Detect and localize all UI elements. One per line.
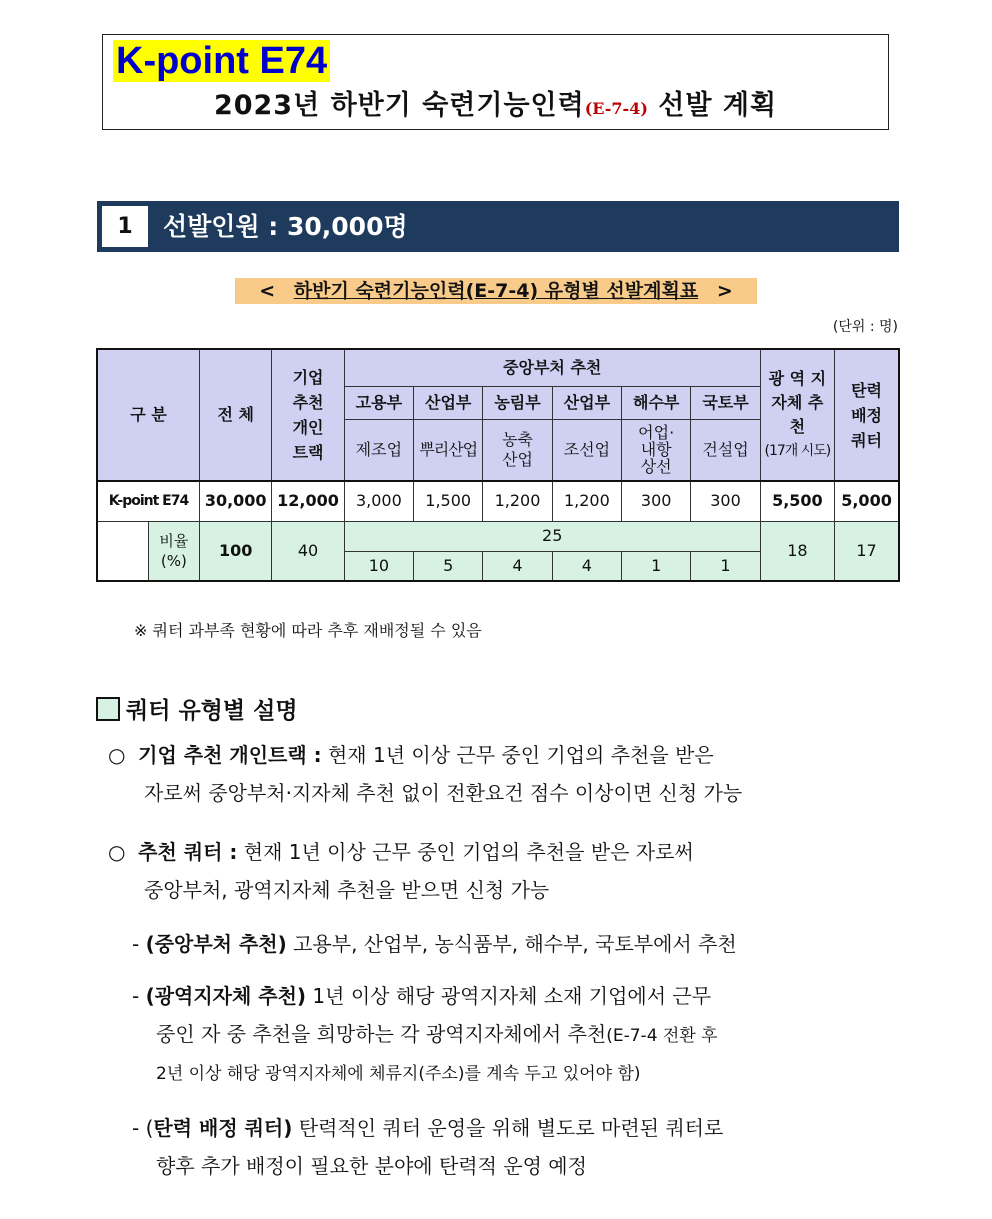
row-regional: 5,500	[760, 481, 834, 521]
ministry-2: 산업부	[414, 386, 483, 419]
row-ministry-3: 1,200	[483, 481, 552, 521]
subitem-text: 1년 이상 해당 광역지자체 소재 기업에서 근무	[306, 984, 712, 1008]
row-label: K-point E74	[97, 481, 200, 521]
item-label: 추천 쿼터 :	[138, 840, 238, 864]
caption-open: <	[247, 278, 287, 304]
subitem-label: (중앙부처 추천)	[145, 932, 287, 956]
industry-5: 어업· 내항 상선	[622, 419, 691, 481]
ratio-ministry-4: 4	[552, 551, 621, 581]
row-ministry-2: 1,500	[414, 481, 483, 521]
subitem-label-open: (	[145, 1116, 154, 1140]
circle-bullet-icon: ○	[108, 840, 126, 864]
item-text: 현재 1년 이상 근무 중인 기업의 추천을 받은 자로써	[237, 840, 694, 864]
subitem-text-cont: 중인 자 중 추천을 희망하는 각 광역지자체에서 추천	[156, 1022, 607, 1046]
dash-bullet: -	[132, 984, 140, 1008]
title-box	[102, 34, 889, 130]
industry-2: 뿌리산업	[414, 419, 483, 481]
subitem-text-small-cont: 2년 이상 해당 광역지자체에 체류지(주소)를 계속 두고 있어야 함)	[156, 1064, 641, 1084]
ratio-ministry-1: 10	[344, 551, 413, 581]
header-category: 구 분	[97, 349, 200, 481]
ratio-flex: 17	[835, 521, 899, 581]
ratio-central: 25	[344, 521, 760, 551]
quota-table	[96, 348, 900, 582]
industry-3: 농축 산업	[483, 419, 552, 481]
ratio-ministry-3: 4	[483, 551, 552, 581]
caption-text: 하반기 숙련기능인력(E-7-4) 유형별 선발계획표	[293, 280, 699, 302]
section-title: 선발인원 : 30,000명	[163, 212, 408, 241]
row-ministry-6: 300	[691, 481, 760, 521]
square-bullet-icon	[96, 697, 120, 721]
title-code: (E-7-4)	[584, 99, 648, 118]
row-ministry-4: 1,200	[552, 481, 621, 521]
subitem-text: 고용부, 산업부, 농식품부, 해수부, 국토부에서 추천	[286, 932, 737, 956]
ministry-1: 고용부	[344, 386, 413, 419]
row-flex: 5,000	[835, 481, 899, 521]
row-ministry-1: 3,000	[344, 481, 413, 521]
subitem-text: 탄력적인 쿼터 운영을 위해 별도로 마련된 쿼터로	[292, 1116, 724, 1140]
subitem-text-small: (E-7-4 전환 후	[606, 1026, 718, 1046]
section-header-1	[97, 201, 899, 252]
ministry-3: 농림부	[483, 386, 552, 419]
dash-bullet: -	[132, 1116, 140, 1140]
unit-label: (단위 : 명)	[832, 319, 898, 335]
industry-4: 조선업	[552, 419, 621, 481]
ministry-4: 산업부	[552, 386, 621, 419]
title-main: 2023년 하반기 숙련기능인력	[213, 90, 585, 121]
item-company-track	[108, 736, 898, 812]
item-recommend-quota	[108, 833, 898, 909]
ratio-company: 40	[272, 521, 344, 581]
item-text-cont: 자로써 중앙부처·지자체 추천 없이 전환요건 점수 이상이면 신청 가능	[144, 781, 743, 805]
subitem-label: 탄력 배정 쿼터)	[153, 1116, 293, 1140]
section-heading-text: 쿼터 유형별 설명	[126, 698, 298, 724]
circle-bullet-icon: ○	[108, 743, 126, 767]
ratio-total: 100	[200, 521, 272, 581]
subitem-label: (광역지자체 추천)	[145, 984, 307, 1008]
header-regional	[760, 349, 834, 481]
header-regional-label: 광 역 지자체 추 천	[768, 369, 827, 436]
industry-6: 건설업	[691, 419, 760, 481]
row-total: 30,000	[200, 481, 272, 521]
ratio-spacer	[97, 521, 148, 581]
item-label: 기업 추천 개인트랙 :	[138, 743, 322, 767]
title-suffix: 선발 계획	[647, 90, 778, 121]
dash-bullet: -	[132, 932, 140, 956]
industry-1: 제조업	[344, 419, 413, 481]
table-note: ※ 쿼터 과부족 현황에 따라 추후 재배정될 수 있음	[134, 621, 482, 640]
subitem-regional	[132, 977, 898, 1093]
row-company: 12,000	[272, 481, 344, 521]
ratio-ministry-2: 5	[414, 551, 483, 581]
ministry-6: 국토부	[691, 386, 760, 419]
section-heading-2	[96, 692, 298, 725]
ratio-regional: 18	[760, 521, 834, 581]
section-number: 1	[102, 206, 148, 247]
ratio-ministry-6: 1	[691, 551, 760, 581]
caption-close: >	[705, 278, 745, 304]
item-text: 현재 1년 이상 근무 중인 기업의 추천을 받은	[321, 743, 714, 767]
row-ministry-5: 300	[622, 481, 691, 521]
brand-label: K-point E74	[113, 40, 330, 82]
header-total: 전 체	[200, 349, 272, 481]
header-flex-quota: 탄력 배정 쿼터	[835, 349, 899, 481]
ratio-ministry-5: 1	[622, 551, 691, 581]
header-central: 중앙부처 추천	[344, 349, 760, 386]
page-title	[103, 89, 888, 126]
header-regional-sub: (17개 시도)	[764, 443, 831, 459]
ministry-5: 해수부	[622, 386, 691, 419]
subitem-text-cont: 향후 추가 배정이 필요한 분야에 탄력적 운영 예정	[156, 1154, 587, 1178]
subitem-central	[132, 925, 898, 963]
header-company-track: 기업 추천 개인 트랙	[272, 349, 344, 481]
table-caption	[0, 276, 992, 303]
subitem-flex	[132, 1109, 898, 1185]
ratio-label: 비율 (%)	[148, 521, 199, 581]
item-text-cont: 중앙부처, 광역지자체 추천을 받으면 신청 가능	[144, 878, 550, 902]
